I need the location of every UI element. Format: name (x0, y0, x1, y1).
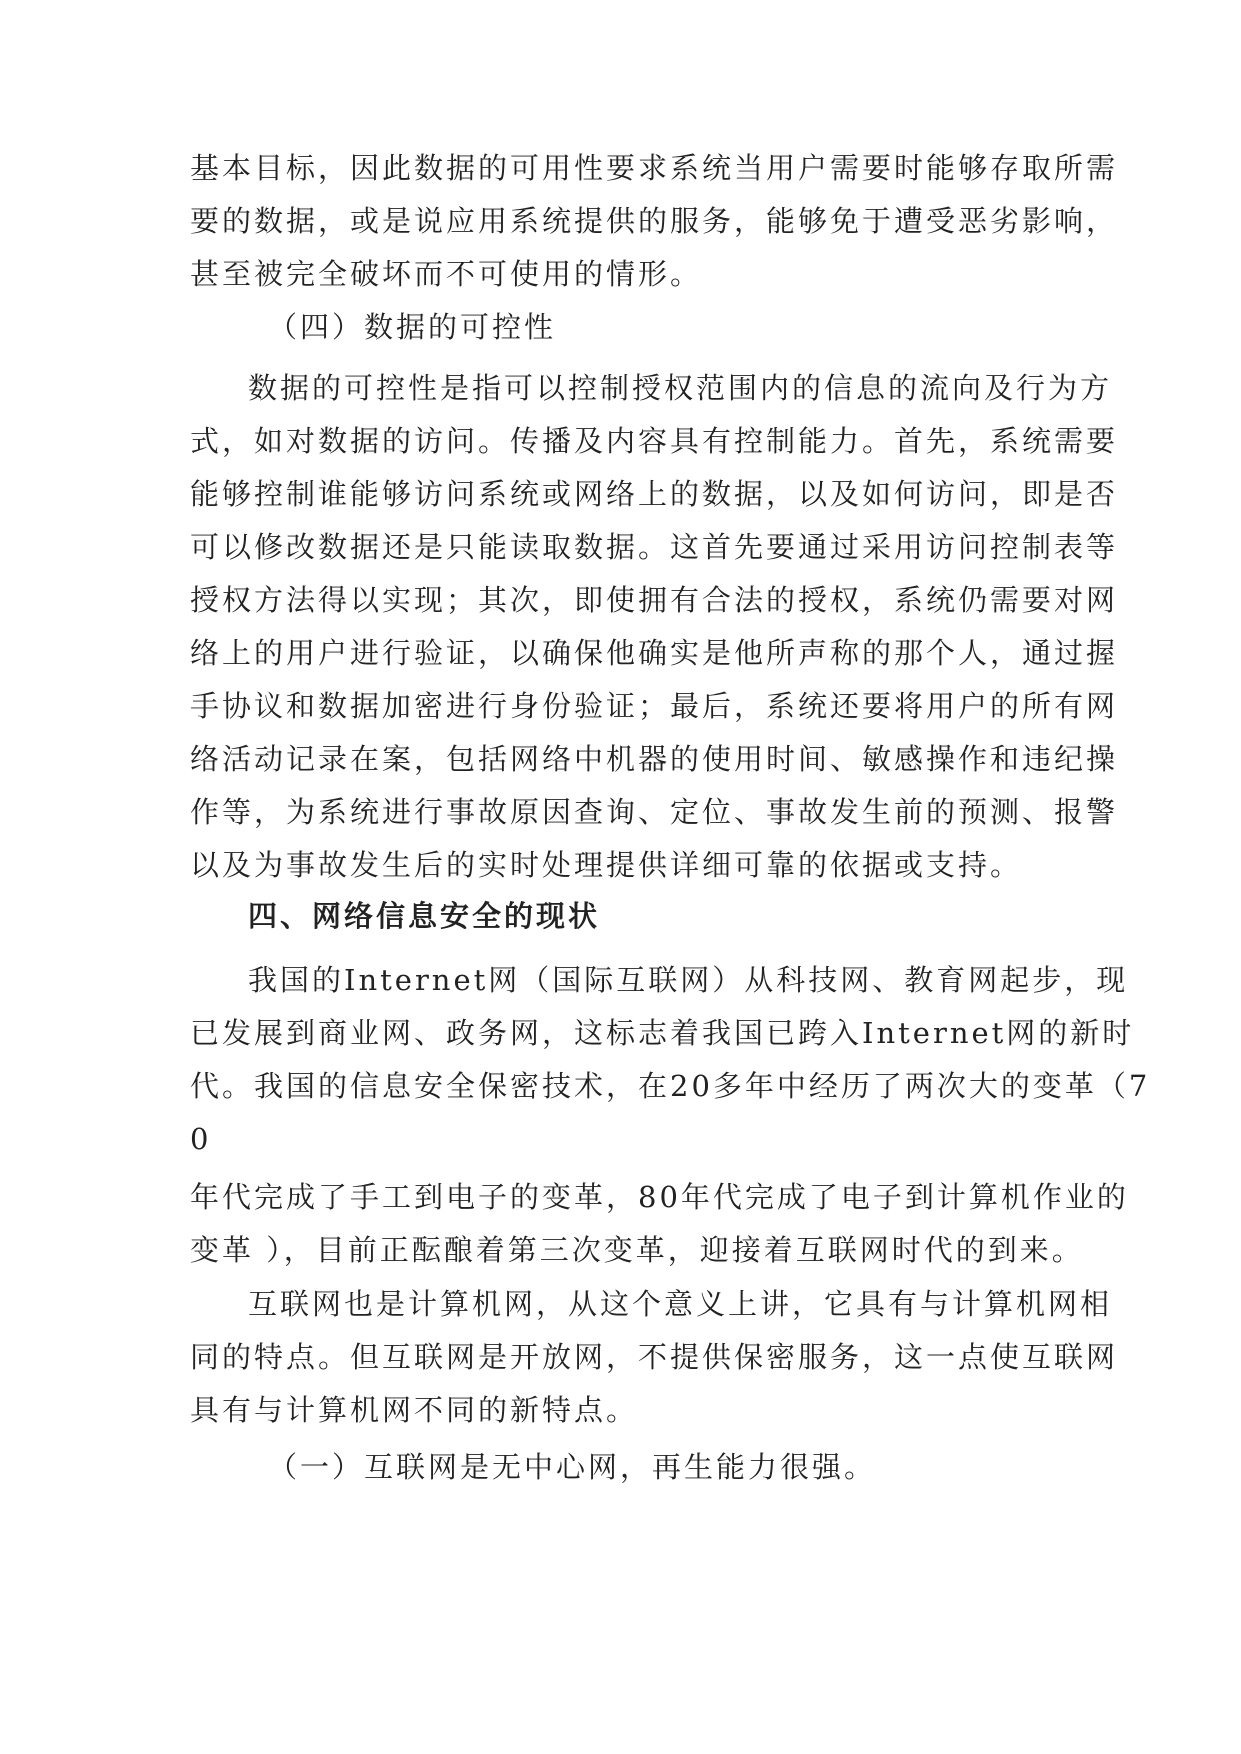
paragraph-line: 我国的Internet网（国际互联网）从科技网、教育网起步，现 (248, 963, 1129, 997)
section-heading: 四、网络信息安全的现状 (248, 899, 601, 933)
paragraph-line: 0 (190, 1122, 212, 1156)
paragraph-line: 式，如对数据的访问。传播及内容具有控制能力。首先，系统需要 (190, 424, 1119, 458)
paragraph-line: 年代完成了手工到电子的变革，80年代完成了电子到计算机作业的 (190, 1180, 1129, 1214)
paragraph-line: 甚至被完全破坏而不可使用的情形。 (190, 257, 703, 291)
section-subheading: （一）互联网是无中心网，再生能力很强。 (268, 1450, 877, 1484)
paragraph-line: 授权方法得以实现；其次，即使拥有合法的授权，系统仍需要对网 (190, 583, 1119, 617)
paragraph-line: 能够控制谁能够访问系统或网络上的数据，以及如何访问，即是否 (190, 477, 1119, 511)
paragraph-line: 变革 ），目前正酝酿着第三次变革，迎接着互联网时代的到来。 (190, 1233, 1084, 1267)
paragraph-line: 互联网也是计算机网，从这个意义上讲，它具有与计算机网相 (248, 1287, 1113, 1321)
paragraph-line: 代。我国的信息安全保密技术，在20多年中经历了两次大的变革（7 (190, 1069, 1151, 1103)
paragraph-line: 可以修改数据还是只能读取数据。这首先要通过采用访问控制表等 (190, 530, 1119, 564)
paragraph-line: 以及为事故发生后的实时处理提供详细可靠的依据或支持。 (190, 848, 1023, 882)
paragraph-line: 同的特点。但互联网是开放网，不提供保密服务，这一点使互联网 (190, 1340, 1119, 1374)
paragraph-line: 要的数据，或是说应用系统提供的服务，能够免于遭受恶劣影响， (190, 204, 1119, 238)
paragraph-line: 手协议和数据加密进行身份验证；最后，系统还要将用户的所有网 (190, 689, 1119, 723)
paragraph-line: 已发展到商业网、政务网，这标志着我国已跨入Internet网的新时 (190, 1016, 1135, 1050)
paragraph-line: 作等，为系统进行事故原因查询、定位、事故发生前的预测、报警 (190, 795, 1119, 829)
paragraph-line: 基本目标，因此数据的可用性要求系统当用户需要时能够存取所需 (190, 151, 1119, 185)
paragraph-line: 数据的可控性是指可以控制授权范围内的信息的流向及行为方 (248, 371, 1113, 405)
paragraph-line: 具有与计算机网不同的新特点。 (190, 1393, 639, 1427)
section-subheading: （四）数据的可控性 (268, 310, 557, 344)
paragraph-line: 络上的用户进行验证，以确保他确实是他所声称的那个人，通过握 (190, 636, 1119, 670)
paragraph-line: 络活动记录在案，包括网络中机器的使用时间、敏感操作和违纪操 (190, 742, 1119, 776)
